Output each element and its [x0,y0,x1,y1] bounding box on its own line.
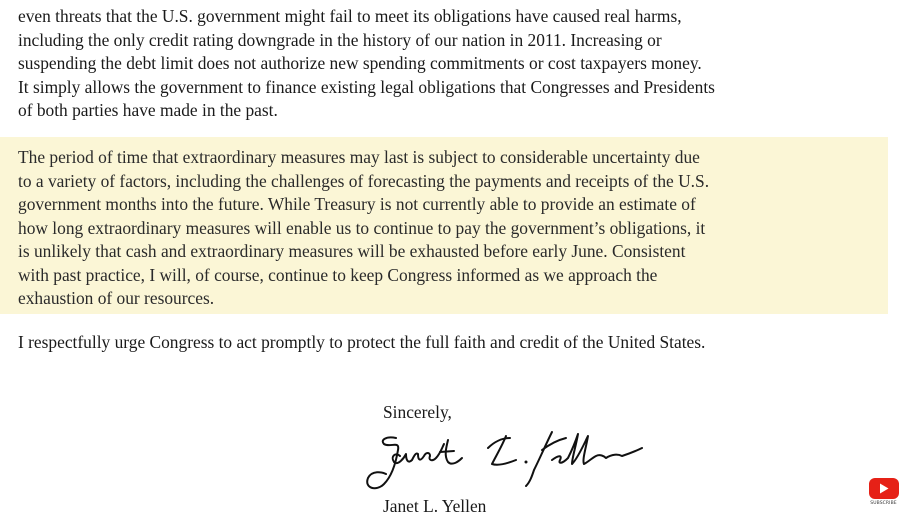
handwritten-signature [356,426,686,496]
text-line: with past practice, I will, of course, continue to keep Congress informed as we approach the [18,264,658,285]
text-line: is unlikely that cash and extraordinary measures will be exhausted before early June. Consistent [18,241,686,261]
subscribe-label: SUBSCRIBE [870,501,897,506]
paragraph-urge-congress [18,331,878,355]
text-line: suspending the debt limit does not authorize new spending commitments or cost taxpayers money. [18,53,702,73]
text-line: even threats that the U.S. government might fail to meet its obligations have caused real harms, [18,6,682,26]
text-line: The period of time that extraordinary measures may last is subject to considerable uncertainty due [18,147,700,167]
text-line: government months into the future. While Treasury is not currently able to provide an estimate of [18,194,696,214]
signer-name: Janet L. Yellen [383,496,487,516]
text-line: to a variety of factors, including the challenges of forecasting the payments and receipts of the U.S. [18,170,710,191]
text-line: of both parties have made in the past. [18,100,278,120]
text-line: how long extraordinary measures will enable us to continue to pay the government’s obligations, it [18,217,706,238]
text-line: It simply allows the government to finance existing legal obligations that Congresses and Presidents [18,76,715,97]
paragraph-extraordinary-measures [18,146,878,311]
closing-salutation: Sincerely, [383,402,452,422]
subscribe-button[interactable] [867,478,900,510]
text-line: including the only credit rating downgrade in the history of our nation in 2011. Increasing or [18,29,662,50]
paragraph-debt-limit [18,5,878,123]
text-line: I respectfully urge Congress to act promptly to protect the full faith and credit of the United States. [18,332,706,352]
youtube-play-icon [869,478,899,499]
text-line: exhaustion of our resources. [18,288,215,308]
